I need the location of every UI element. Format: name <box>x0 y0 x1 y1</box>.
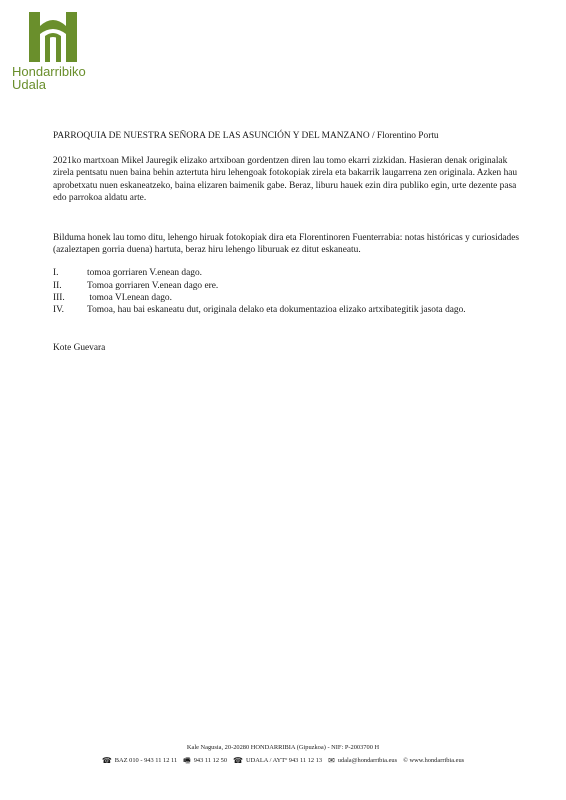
footer-udala-text: UDALA / AYTº 943 11 12 13 <box>246 757 323 764</box>
signature: Kote Guevara <box>53 343 106 354</box>
footer-email[interactable] <box>328 756 397 766</box>
footer-contacts <box>0 756 566 766</box>
footer-address: Kale Nagusia, 20-20280 HONDARRIBIA (Gipuzkoa) - NIF: P-2003700 H <box>186 744 380 751</box>
footer-web[interactable] <box>403 756 464 766</box>
list-item-text: tomoa VI.enean dago. <box>87 292 172 303</box>
municipality-logo <box>12 12 122 91</box>
list-item-number: II. <box>53 280 62 291</box>
list-item <box>53 304 523 316</box>
fax-icon: 🖷 <box>183 756 191 765</box>
footer-udala <box>233 756 322 766</box>
footer-baz-text: BAZ 010 - 943 11 12 11 <box>114 757 178 764</box>
list-item-number: IV. <box>53 305 65 316</box>
email-icon: ✉ <box>328 756 335 765</box>
footer-fax-text: 943 11 12 50 <box>193 757 228 764</box>
list-item-number: III. <box>53 292 65 303</box>
volume-list <box>53 267 523 316</box>
hondarribia-logo-mark-icon <box>29 12 77 62</box>
paragraph-1: 2021ko martxoan Mikel Jauregik elizako artxiboan gordentzen diren lau tomo ekarri zizkidan. Hasieran denak originalak zirela pentsatu nuen baina behin aztertuta hiru lehengoak fotokopiak zirela eta bakarrik laugarrena zen originala. Azken hau aprobetxatu nuen eskaneatzeko, baina elizaren baimenik gabe. Beraz, liburu hauek ezin dira publiko egin, urte dezente pasa edo parrokoa aldatu arte. <box>53 156 518 203</box>
list-item-text: Tomoa, hau bai eskaneatu dut, originala delako eta dokumentazioa elizako artxibategitik jasota dago. <box>87 305 466 316</box>
list-item <box>53 267 523 279</box>
list-item <box>53 292 523 304</box>
footer-fax <box>183 756 227 766</box>
phone-icon: ☎ <box>233 756 244 765</box>
document-body <box>53 130 523 354</box>
phone-icon: ☎ <box>101 756 112 765</box>
paragraph-2: Bilduma honek lau tomo ditu, lehengo hiruak fotokopiak dira eta Florentinoren Fuenterrabia: notas históricas y curiosidades (azaleztapen gorria duena) hartuta, beraz hiru lehengo liburuak ez ditut eskaneatu. <box>53 233 520 256</box>
footer-web-text[interactable]: © www.hondarribia.eus <box>403 757 465 764</box>
logo-line-2: Udala <box>12 77 46 92</box>
list-item-text: Tomoa gorriaren V.enean dago ere. <box>87 280 219 291</box>
footer-email-text[interactable]: udala@hondarribia.eus <box>337 757 398 764</box>
logo-line-1: Hondarribiko <box>12 64 86 79</box>
list-item-number: I. <box>53 268 59 279</box>
footer-baz <box>102 756 177 766</box>
list-item-text: tomoa gorriaren V.enean dago. <box>87 268 202 279</box>
document-title: PARROQUIA DE NUESTRA SEÑORA DE LAS ASUNCIÓN Y DEL MANZANO / Florentino Portu <box>53 131 439 141</box>
list-item <box>53 280 523 292</box>
page-footer <box>0 743 566 766</box>
logo-text <box>12 65 122 91</box>
